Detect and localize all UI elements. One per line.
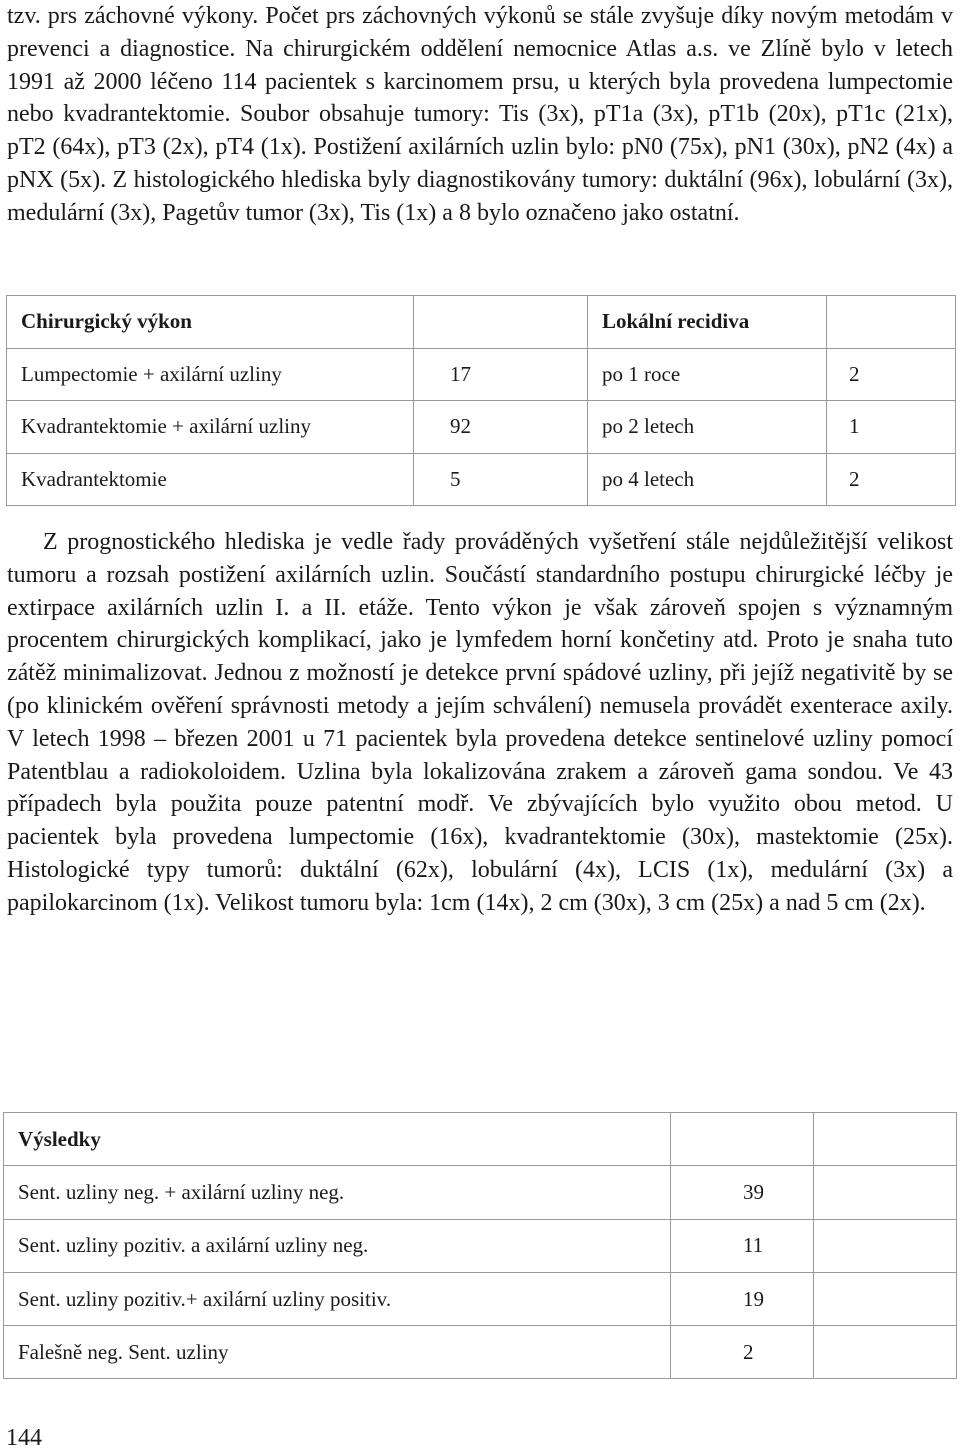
cell-empty bbox=[814, 1219, 957, 1272]
paragraph-prognostic bbox=[7, 526, 953, 920]
cell-result-count: 11 bbox=[671, 1219, 814, 1272]
table-row bbox=[7, 348, 956, 401]
cell-count: 17 bbox=[414, 348, 588, 401]
cell-empty bbox=[814, 1272, 957, 1325]
header-recurrence-count bbox=[827, 296, 956, 349]
table-row bbox=[7, 401, 956, 454]
cell-result-label: Sent. uzliny pozitiv.+ axilární uzliny positiv. bbox=[4, 1272, 671, 1325]
cell-recurrence-count: 1 bbox=[827, 401, 956, 454]
cell-result-label: Sent. uzliny neg. + axilární uzliny neg. bbox=[4, 1166, 671, 1219]
cell-count: 92 bbox=[414, 401, 588, 454]
table-row bbox=[7, 453, 956, 506]
header-surgery: Chirurgický výkon bbox=[7, 296, 414, 349]
header-count bbox=[414, 296, 588, 349]
table-row bbox=[4, 1166, 957, 1219]
cell-result-count: 39 bbox=[671, 1166, 814, 1219]
header-results: Výsledky bbox=[4, 1113, 671, 1166]
cell-recurrence-count: 2 bbox=[827, 348, 956, 401]
header-empty bbox=[814, 1113, 957, 1166]
cell-recurrence-time: po 4 letech bbox=[588, 453, 827, 506]
results-table bbox=[3, 1112, 957, 1379]
table-header-row bbox=[7, 296, 956, 349]
cell-empty bbox=[814, 1326, 957, 1379]
cell-recurrence-count: 2 bbox=[827, 453, 956, 506]
cell-recurrence-time: po 2 letech bbox=[588, 401, 827, 454]
cell-recurrence-time: po 1 roce bbox=[588, 348, 827, 401]
paragraph-prognostic-text: Z prognostického hlediska je vedle řady prováděných vyšetření stále nejdůležitější velikost tumoru a rozsah postižení axilárních uzlin. Součástí standardního postupu chirurgické léčby je extirpace axilárních uzlin I. a II. etáže. Tento výkon je však zároveň spojen s významným procentem chirurgických komplikací, jako je lymfedem horní končetiny atd. Proto je snaha tuto zátěž minimalizovat. Jednou z možností je detekce první spádové uzliny, při jejíž negativitě by se (po klinickém ověření správnosti metody a jejím schválení) nemusela provádět exenterace axily. V letech 1998 – březen 2001 u 71 pacientek byla provedena detekce sentinelové uzliny pomocí Patentblau a radiokoloidem. Uzlina byla lokalizována zrakem a zároveň gama sondou. Ve 43 případech byla použita pouze patentní modř. Ve zbývajících bylo využito obou metod. U pacientek byla provedena lumpectomie (16x), kvadrantektomie (30x), mastektomie (25x). Histologické typy tumorů: duktální (62x), lobulární (4x), LCIS (1x), medulární (3x) a papilokarcinom (1x). Velikost tumoru byla: 1cm (14x), 2 cm (30x), 3 cm (25x) a nad 5 cm (2x). bbox=[7, 529, 953, 916]
cell-count: 5 bbox=[414, 453, 588, 506]
table-header-row bbox=[4, 1113, 957, 1166]
table-row bbox=[4, 1219, 957, 1272]
cell-result-label: Falešně neg. Sent. uzliny bbox=[4, 1326, 671, 1379]
cell-procedure: Lumpectomie + axilární uzliny bbox=[7, 348, 414, 401]
cell-result-count: 19 bbox=[671, 1272, 814, 1325]
cell-procedure: Kvadrantektomie bbox=[7, 453, 414, 506]
header-recurrence: Lokální recidiva bbox=[588, 296, 827, 349]
cell-empty bbox=[814, 1166, 957, 1219]
cell-result-label: Sent. uzliny pozitiv. a axilární uzliny neg. bbox=[4, 1219, 671, 1272]
table-row bbox=[4, 1326, 957, 1379]
cell-result-count: 2 bbox=[671, 1326, 814, 1379]
header-empty bbox=[671, 1113, 814, 1166]
cell-procedure: Kvadrantektomie + axilární uzliny bbox=[7, 401, 414, 454]
page-number: 144 bbox=[6, 1425, 42, 1451]
paragraph-intro: tzv. prs záchovné výkony. Počet prs záchovných výkonů se stále zvyšuje díky novým metodám v prevenci a diagnostice. Na chirurgickém oddělení nemocnice Atlas a.s. ve Zlíně bylo v letech 1991 až 2000 léčeno 114 pacientek s karcinomem prsu, u kterých byla provedena lumpectomie nebo kvadrantektomie. Soubor obsahuje tumory: Tis (3x), pT1a (3x), pT1b (20x), pT1c (21x), pT2 (64x), pT3 (2x), pT4 (1x). Postižení axilárních uzlin bylo: pN0 (75x), pN1 (30x), pN2 (4x) a pNX (5x). Z histologického hlediska byly diagnostikovány tumory: duktální (96x), lobulární (3x), medulární (3x), Pagetův tumor (3x), Tis (1x) a 8 bylo označeno jako ostatní. bbox=[7, 3, 953, 226]
table-row bbox=[4, 1272, 957, 1325]
recurrence-table bbox=[6, 295, 956, 506]
